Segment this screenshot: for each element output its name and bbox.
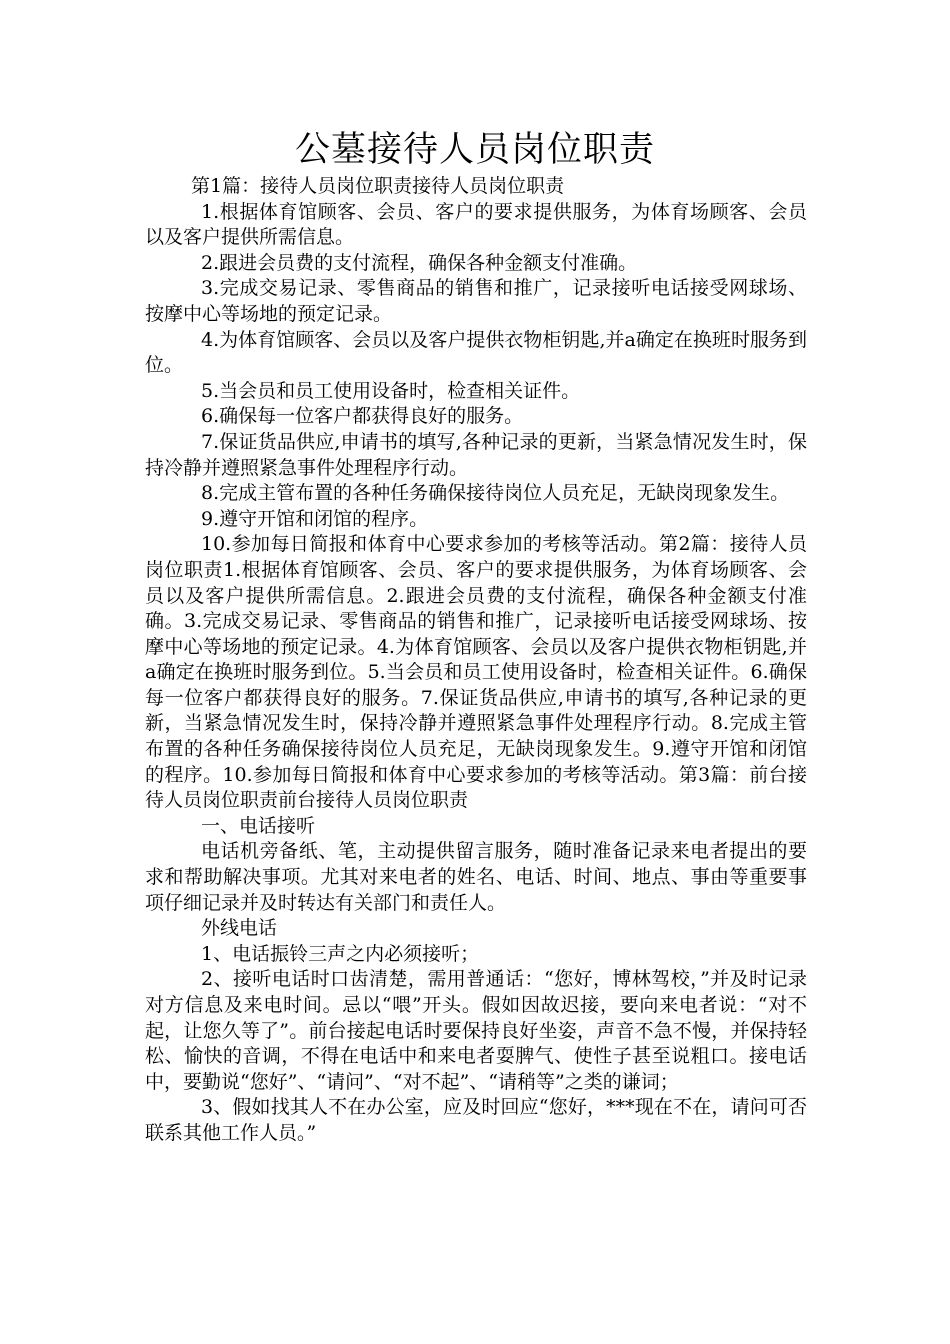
paragraph-heading-phone: 一、电话接听 — [201, 814, 316, 837]
paragraph-item-5: 5.当会员和员工使用设备时，检查相关证件。 — [201, 379, 581, 402]
document-title: 公墓接待人员岗位职责 — [294, 130, 655, 170]
paragraph-item-8: 8.完成主管布置的各种任务确保接待岗位人员充足，无缺岗现象发生。 — [201, 482, 790, 505]
paragraph-item-4: 4.为体育馆顾客、会员以及客户提供衣物柜钥匙,并a确定在换班时服务到位。 — [145, 328, 807, 377]
paragraph-section-1-heading: 第1篇：接待人员岗位职责接待人员岗位职责 — [191, 175, 565, 197]
paragraph-item-2: 2.跟进会员费的支付流程，确保各种金额支付准确。 — [201, 251, 638, 274]
paragraph-phone-rule-1: 1、电话振铃三声之内必须接听； — [201, 942, 480, 965]
paragraph-phone-rule-3: 3、假如找其人不在办公室，应及时回应“您好，***现在不在，请问可否联系其他工作人员。” — [145, 1096, 807, 1144]
paragraph-phone-intro: 电话机旁备纸、笔，主动提供留言服务，随时准备记录来电者提出的要求和帮助解决事项。尤其对来电者的姓名、电话、时间、地点、事由等重要事项仔细记录并及时转达有关部门和责任人。 — [145, 840, 807, 914]
paragraph-item-9: 9.遵守开馆和闭馆的程序。 — [201, 507, 429, 530]
paragraph-heading-external: 外线电话 — [201, 917, 278, 940]
paragraph-item-7: 7.保证货品供应,申请书的填写,各种记录的更新，当紧急情况发生时，保持冷静并遵照紧急事件处理程序行动。 — [145, 430, 807, 479]
paragraph-item-10-and-sections-2-3: 10.参加每日简报和体育中心要求参加的考核等活动。第2篇：接待人员岗位职责1.根据体育馆顾客、会员、客户的要求提供服务，为体育场顾客、会员以及客户提供所需信息。2.跟进会员费的支付流程，确保各种金额支付准确。3.完成交易记录、零售商品的销售和推广，记录接听电话接受网球场、按摩中心等场地的预定记录。4.为体育馆顾客、会员以及客户提供衣物柜钥匙,并a确定在换班时服务到位。5.当会员和员工使用设备时，检查相关证件。6.确保每一位客户都获得良好的服务。7.保证货品供应,申请书的填写,各种记录的更新，当紧急情况发生时，保持冷静并遵照紧急事件处理程序行动。8.完成主管布置的各种任务确保接待岗位人员充足，无缺岗现象发生。9.遵守开馆和闭馆的程序。10.参加每日简报和体育中心要求参加的考核等活动。第3篇：前台接待人员岗位职责前台接待人员岗位职责 — [145, 533, 807, 812]
paragraph-phone-rule-2: 2、接听电话时口齿清楚，需用普通话：“您好，博林驾校，”并及时记录对方信息及来电时间。忌以“喂”开头。假如因故迟接，要向来电者说：“对不起，让您久等了”。前台接起电话时要保持良好坐姿，声音不急不慢，并保持轻松、愉快的音调，不得在电话中和来电者耍脾气、使性子甚至说粗口。接电话中，要勤说“您好”、“请问”、“对不起”、“请稍等”之类的谦词； — [145, 968, 807, 1093]
paragraph-item-6: 6.确保每一位客户都获得良好的服务。 — [201, 405, 524, 428]
document-body — [145, 174, 807, 1147]
paragraph-item-1: 1.根据体育馆顾客、会员、客户的要求提供服务，为体育场顾客、会员以及客户提供所需信息。 — [145, 200, 807, 249]
paragraph-item-3: 3.完成交易记录、零售商品的销售和推广，记录接听电话接受网球场、按摩中心等场地的预定记录。 — [145, 277, 807, 325]
